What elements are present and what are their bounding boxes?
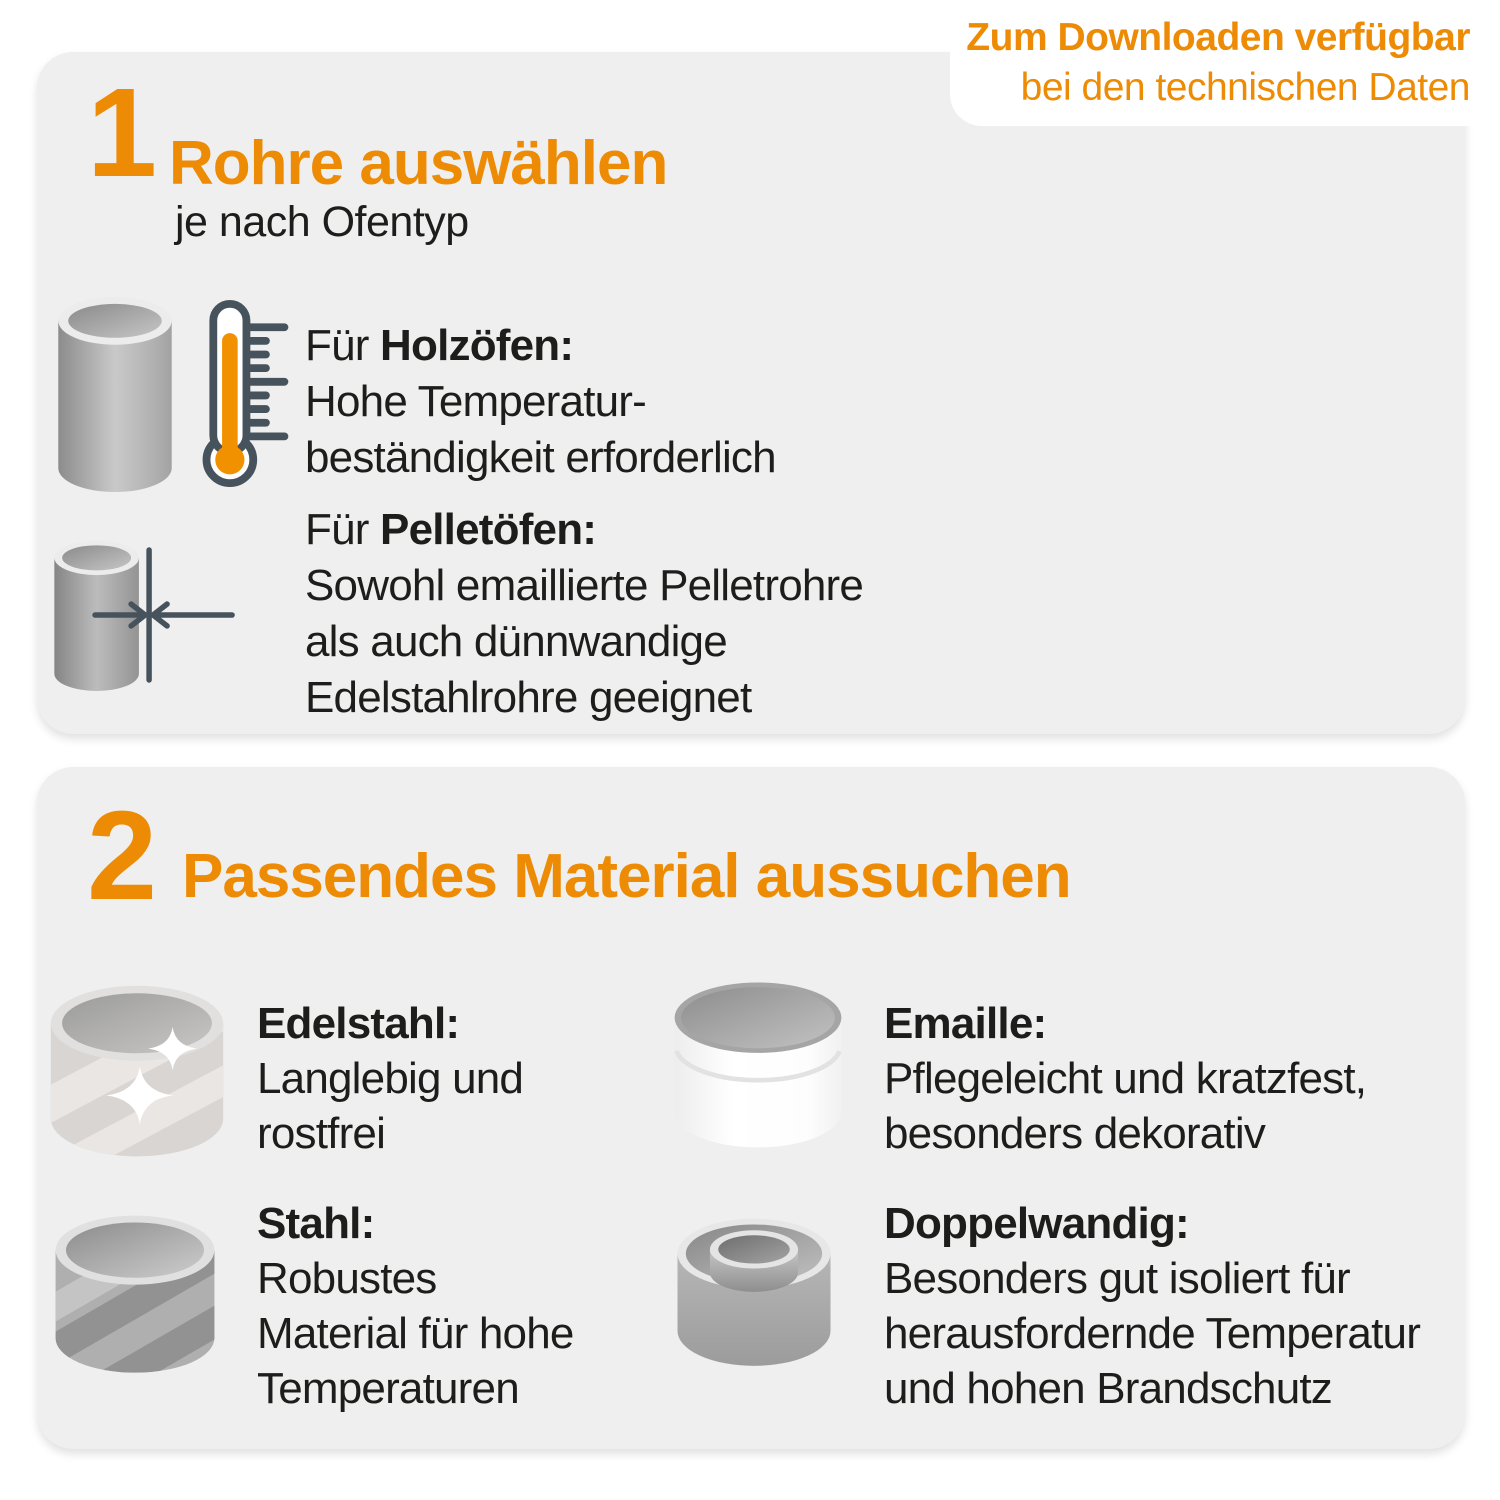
material-label: Doppelwandig: (884, 1199, 1189, 1248)
text-line: herausfordernde Temperatur (884, 1309, 1421, 1358)
step-1-subtitle: je nach Ofentyp (175, 198, 469, 246)
text-line: Hohe Temperatur- (305, 377, 647, 426)
double-wall-text (884, 1196, 1420, 1416)
enamel-text (884, 996, 1366, 1161)
pipe-wall-thickness-icon (52, 511, 236, 719)
material-label: Stahl: (257, 1199, 375, 1248)
material-label: Emaille: (884, 999, 1047, 1048)
text-line: Edelstahlrohre geeignet (305, 673, 752, 722)
thermometer-icon (197, 298, 291, 488)
text-line: beständigkeit erforderlich (305, 433, 776, 482)
step-1-title: Rohre auswählen (169, 129, 668, 198)
step-1-card (37, 52, 1465, 734)
stainless-steel-text (257, 996, 523, 1161)
pellet-stove-text (305, 502, 863, 726)
text-line: besonders dekorativ (884, 1109, 1266, 1158)
pipe-icon (52, 291, 178, 495)
text-line: Temperaturen (257, 1364, 519, 1413)
text-line: Material für hohe (257, 1309, 574, 1358)
text-line: als auch dünnwandige (305, 617, 727, 666)
download-badge-line2: bei den technischen Daten (1020, 66, 1470, 109)
text-line: Langlebig und (257, 1054, 524, 1103)
double-wall-pipe-icon (675, 1196, 833, 1386)
step-2-number: 2 (87, 785, 156, 926)
step-1-number: 1 (87, 62, 156, 203)
material-label: Edelstahl: (257, 999, 460, 1048)
text-line: rostfrei (257, 1109, 386, 1158)
text-line: und hohen Brandschutz (884, 1364, 1332, 1413)
download-badge-line1: Zum Downloaden verfügbar (966, 16, 1470, 59)
text-line: Robustes (257, 1254, 437, 1303)
pellet-stove-label: Für Pelletöfen: (305, 505, 597, 554)
steel-pipe-icon (53, 1194, 217, 1396)
steel-text (257, 1196, 574, 1416)
step-2-card (37, 767, 1465, 1449)
text-line: Besonders gut isoliert für (884, 1254, 1350, 1303)
enamel-pipe-icon (670, 968, 846, 1160)
step-2-title: Passendes Material aussuchen (182, 842, 1071, 911)
text-line: Sowohl emaillierte Pelletrohre (305, 561, 864, 610)
text-line: Pflegeleicht und kratzfest, (884, 1054, 1367, 1103)
wood-stove-text (305, 318, 776, 486)
stainless-steel-pipe-icon (48, 978, 226, 1166)
download-badge (950, 0, 1500, 126)
wood-stove-label: Für Holzöfen: (305, 321, 574, 370)
